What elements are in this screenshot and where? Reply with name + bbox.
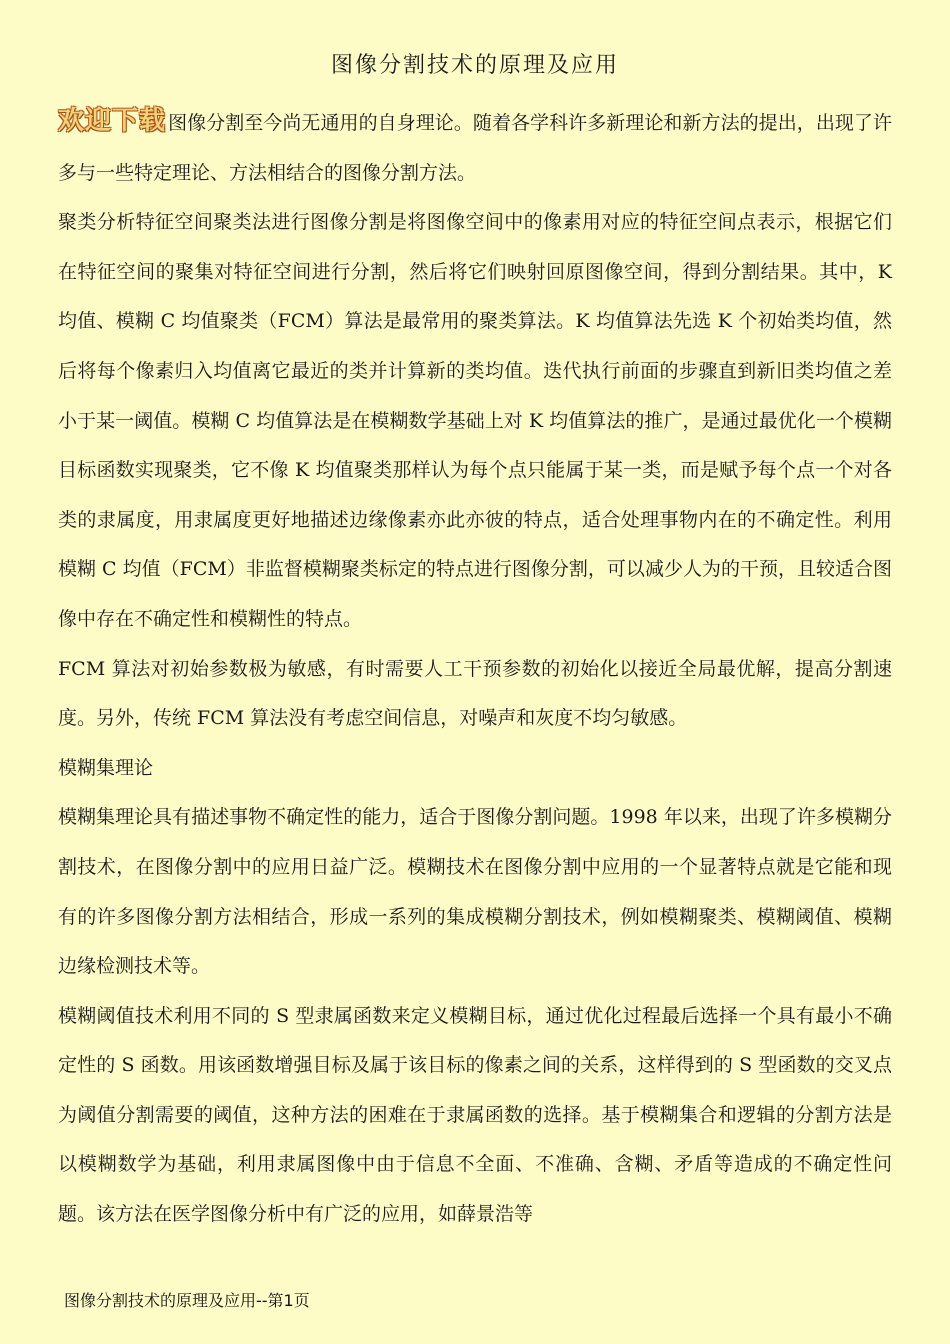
paragraph-fcm: FCM 算法对初始参数极为敏感，有时需要人工干预参数的初始化以接近全局最优解，提高分割速度。另外，传统 FCM 算法没有考虑空间信息，对噪声和灰度不均匀敏感。 [58,657,892,730]
welcome-download-logo: 欢迎下载 [58,106,167,136]
paragraph-intro [58,99,892,198]
paragraph-clustering: 聚类分析特征空间聚类法进行图像分割是将图像空间中的像素用对应的特征空间点表示，根据它们在特征空间的聚集对特征空间进行分割，然后将它们映射回原图像空间，得到分割结果。其中，K 均值、模糊 C 均值聚类（FCM）算法是最常用的聚类算法。K 均值算法先选 K 个初始类均值，然后将每个像素归入均值离它最近的类并计算新的类均值。迭代执行前面的步骤直到新旧类均值之差小于某一阈值。模糊 C 均值算法是在模糊数学基础上对 K 均值算法的推广，是通过最优化一个模糊目标函数实现聚类，它不像 K 均值聚类那样认为每个点只能属于某一类，而是赋予每个点一个对各类的隶属度，用隶属度更好地描述边缘像素亦此亦彼的特点，适合处理事物内在的不确定性。利用模糊 C 均值（FCM）非监督模糊聚类标定的特点进行图像分割，可以减少人为的干预，且较适合图像中存在不确定性和模糊性的特点。 [58,211,892,630]
document-body [58,99,892,1240]
page-footer: 图像分割技术的原理及应用--第1页 [64,1291,310,1310]
paragraph-fuzzy-threshold: 模糊阈值技术利用不同的 S 型隶属函数来定义模糊目标，通过优化过程最后选择一个具有最小不确定性的 S 函数。用该函数增强目标及属于该目标的像素之间的关系，这样得到的 S 型函数的交叉点为阈值分割需要的阈值，这种方法的困难在于隶属函数的选择。基于模糊集合和逻辑的分割方法是以模糊数学为基础，利用隶属图像中由于信息不全面、不准确、含糊、矛盾等造成的不确定性问题。该方法在医学图像分析中有广泛的应用，如薛景浩等 [58,1004,892,1226]
document-title: 图像分割技术的原理及应用 [330,53,619,78]
section-heading-fuzzy-set: 模糊集理论 [58,756,154,779]
paragraph-fuzzy-set: 模糊集理论具有描述事物不确定性的能力，适合于图像分割问题。1998 年以来，出现了许多模糊分割技术，在图像分割中的应用日益广泛。模糊技术在图像分割中应用的一个显著特点就是它能和现有的许多图像分割方法相结合，形成一系列的集成模糊分割技术，例如模糊聚类、模糊阈值、模糊边缘检测技术等。 [58,806,892,978]
paragraph-intro-text: 图像分割至今尚无通用的自身理论。随着各学科许多新理论和新方法的提出，出现了许多与一些特定理论、方法相结合的图像分割方法。 [58,112,892,184]
